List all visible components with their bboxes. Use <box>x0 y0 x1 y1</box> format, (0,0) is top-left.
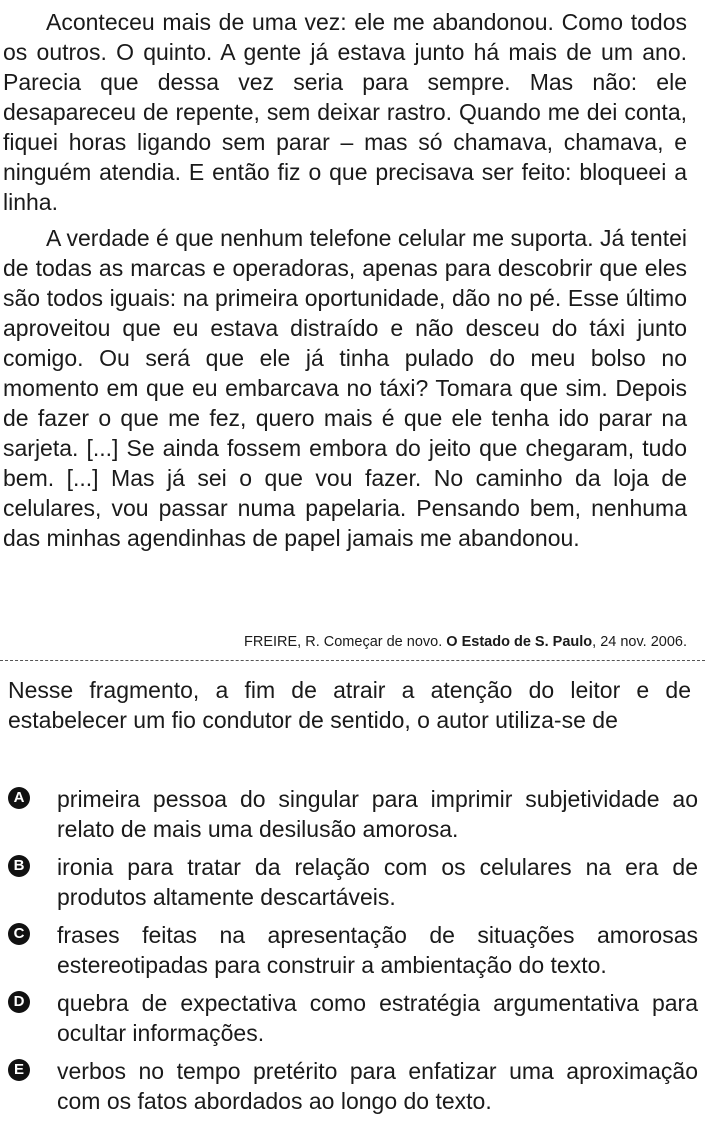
citation-source: O Estado de S. Paulo <box>446 634 593 650</box>
option-d-badge: D <box>8 991 30 1013</box>
option-e-text: verbos no tempo pretérito para enfatizar uma aproximação com os fatos abordados ao longo do texto. <box>57 1058 698 1114</box>
option-b-text: ironia para tratar da relação com os celulares na era de produtos altamente descartáveis. <box>57 854 698 910</box>
passage-paragraph-2: A verdade é que nenhum telefone celular me suporta. Já tentei de todas as marcas e operadoras, apenas para descobrir que eles são todos iguais: na primeira oportunidade, dão no pé. Esse último aproveitou que eu estava distraído e não desceu do táxi junto comigo. Ou será que ele já tinha pulado do meu bolso no momento em que eu embarcava no táxi? Tomara que sim. Depois de fazer o que me fez, quero mais é que ele tenha ido parar na sarjeta. [...] Se ainda fossem embora do jeito que chegaram, tudo bem. [...] Mas já sei o que vou fazer. No caminho da loja de celulares, vou passar numa papelaria. Pensando bem, nenhuma das minhas agendinhas de papel jamais me abandonou. <box>3 225 687 551</box>
citation-suffix: , 24 nov. 2006. <box>592 634 687 650</box>
citation <box>3 632 687 652</box>
passage-paragraph-1: Aconteceu mais de uma vez: ele me abandonou. Como todos os outros. O quinto. A gente já estava junto há mais de um ano. Parecia que dessa vez seria para sempre. Mas não: ele desapareceu de repente, sem deixar rastro. Quando me dei conta, fiquei horas ligando sem parar – mas só chamava, chamava, e ninguém atendia. E então fiz o que precisava ser feito: bloqueei a linha. <box>3 9 687 215</box>
option-a[interactable] <box>8 784 698 844</box>
option-b[interactable] <box>8 852 698 912</box>
option-e[interactable] <box>8 1056 698 1116</box>
dashed-divider <box>0 660 705 661</box>
answer-options <box>8 784 698 1116</box>
option-c-text: frases feitas na apresentação de situações amorosas estereotipadas para construir a ambientação do texto. <box>57 922 698 978</box>
option-a-text: primeira pessoa do singular para imprimir subjetividade ao relato de mais uma desilusão amorosa. <box>57 786 698 842</box>
option-e-badge: E <box>8 1059 30 1081</box>
option-c[interactable] <box>8 920 698 980</box>
citation-prefix: FREIRE, R. Começar de novo. <box>244 634 443 650</box>
option-d[interactable] <box>8 988 698 1048</box>
option-b-badge: B <box>8 855 30 877</box>
option-c-badge: C <box>8 923 30 945</box>
option-a-badge: A <box>8 787 30 809</box>
question-stem: Nesse fragmento, a fim de atrair a atenção do leitor e de estabelecer um fio condutor de sentido, o autor utiliza-se de <box>8 677 691 733</box>
passage <box>3 7 687 553</box>
option-d-text: quebra de expectativa como estratégia argumentativa para ocultar informações. <box>57 990 698 1046</box>
